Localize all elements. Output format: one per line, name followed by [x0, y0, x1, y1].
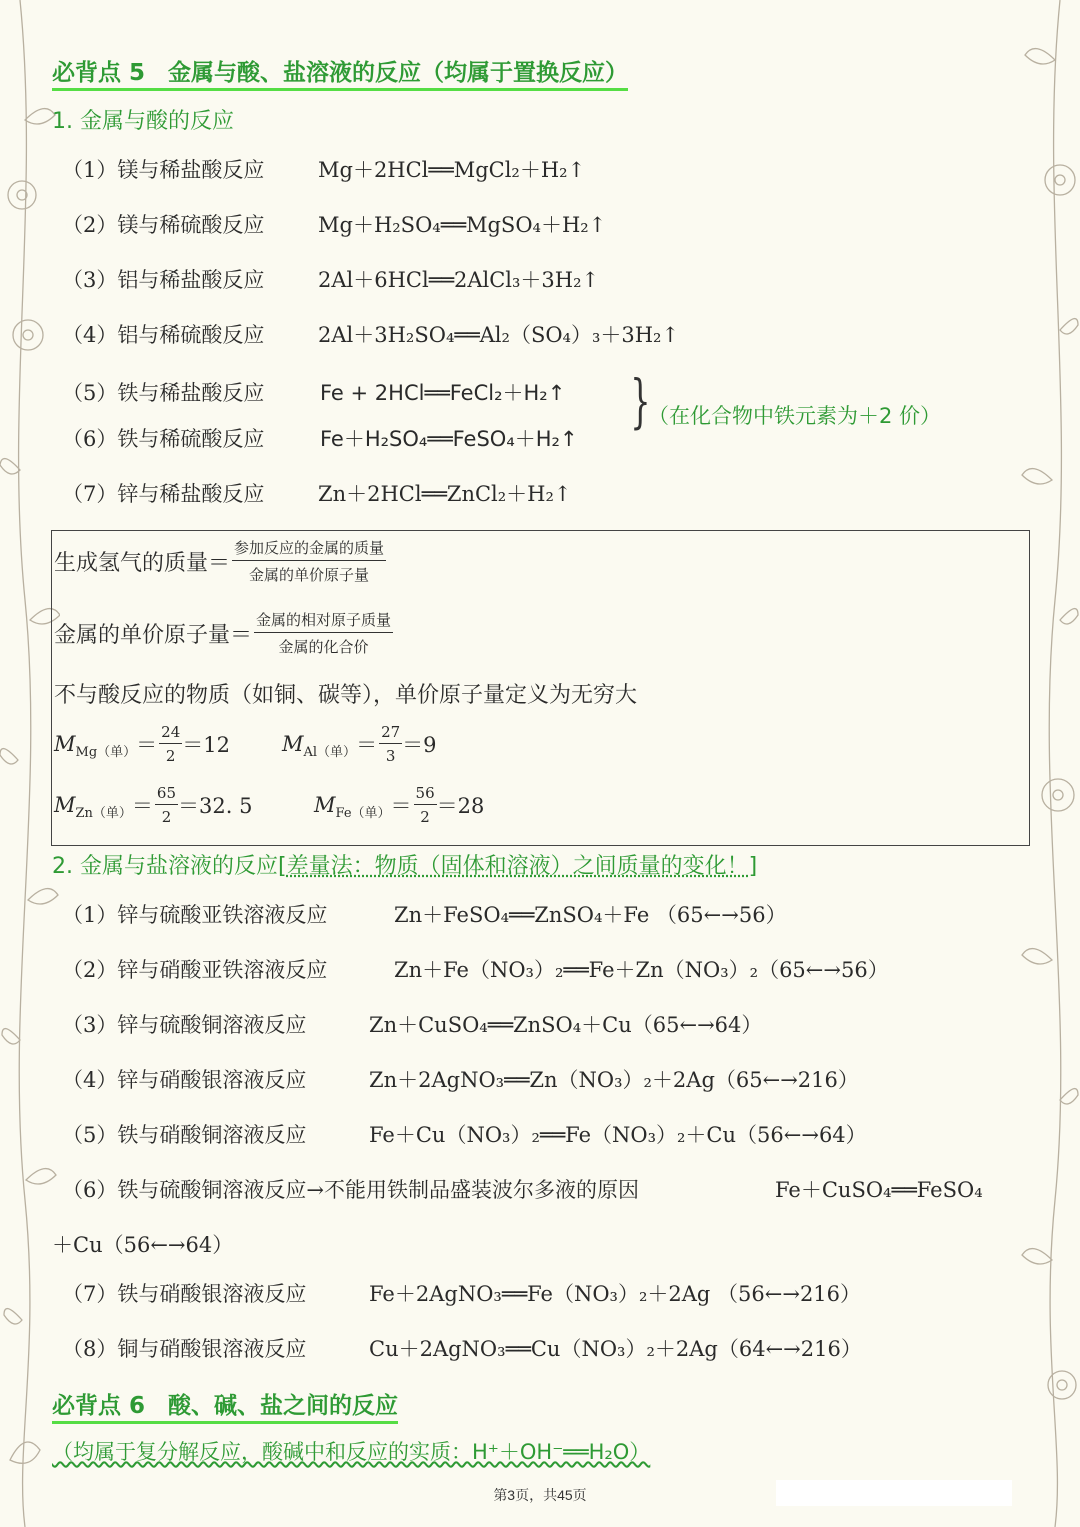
mass-subscript: Zn（单）: [75, 805, 132, 821]
mass-symbol: M: [54, 732, 76, 756]
acid-reaction-row: [62, 377, 566, 407]
equals-sign: ＝: [390, 794, 412, 818]
reaction-equation: Mg＋2HCl══MgCl₂＋H₂↑: [318, 158, 586, 182]
salt-reaction-row: [62, 954, 889, 984]
difference-method-note: 差量法：物质（固体和溶液）之间质量的变化！: [286, 854, 749, 879]
mass-subscript: Al（单）: [303, 744, 357, 760]
section-6-note: （均属于复分解反应，酸碱中和反应的实质：H⁺＋OH⁻══H₂O）: [52, 1440, 651, 1464]
fraction-denominator: 3: [385, 747, 396, 765]
reaction-equation: Mg＋H₂SO₄══MgSO₄＋H₂↑: [318, 213, 607, 237]
fraction-numerator: 56: [414, 784, 437, 805]
fraction-numerator: 金属的相对原子质量: [254, 609, 393, 633]
unit-atomic-mass-formula: [54, 609, 393, 657]
result-value: ＝9: [402, 733, 437, 757]
mass-subscript: Fe（单）: [335, 805, 391, 821]
reaction-label: （6）铁与硫酸铜溶液反应→不能用铁制品盛装波尔多液的原因: [62, 1178, 639, 1202]
reaction-label: （8）铜与硝酸银溶液反应: [62, 1337, 307, 1361]
reaction-label: （1）镁与稀盐酸反应: [62, 158, 265, 182]
reaction-label: （1）锌与硫酸亚铁溶液反应: [62, 903, 328, 927]
salt-reaction-row: [62, 1174, 983, 1204]
fraction-numerator: 27: [379, 723, 402, 744]
fraction-denominator: 2: [165, 747, 176, 765]
fraction: [232, 537, 386, 585]
mass-symbol: M: [282, 732, 304, 756]
fraction-denominator: 2: [161, 808, 172, 826]
acid-reaction-row: [62, 423, 578, 453]
part-2-title-text: 2. 金属与盐溶液的反应[: [52, 854, 287, 879]
fraction-numerator: 65: [155, 784, 178, 805]
reaction-equation: 2Al＋6HCl══2AlCl₃＋3H₂↑: [318, 268, 600, 292]
reaction-label: （4）锌与硝酸银溶液反应: [62, 1068, 307, 1092]
unit-mass-example-row: [54, 784, 484, 826]
fraction: [414, 784, 437, 826]
page-number: 第3页，共45页: [493, 1487, 587, 1503]
section-6-title: 必背点 6 酸、碱、盐之间的反应: [52, 1387, 398, 1424]
reaction-equation: Fe＋H₂SO₄══FeSO₄＋H₂↑: [320, 427, 578, 451]
reaction-equation: Zn＋2AgNO₃══Zn（NO₃）₂＋2Ag（65←→216）: [369, 1068, 859, 1092]
salt-reaction-row: [62, 1009, 763, 1039]
reaction-equation: Zn＋CuSO₄══ZnSO₄＋Cu（65←→64）: [369, 1013, 763, 1037]
fraction: [159, 723, 182, 765]
unit-mass-example-row: [54, 723, 437, 765]
reaction-equation: Fe＋2AgNO₃══Fe（NO₃）₂＋2Ag （56←→216）: [369, 1282, 862, 1306]
infinite-mass-note: 不与酸反应的物质（如铜、碳等），单价原子量定义为无穷大: [54, 683, 638, 708]
reaction-equation: 2Al＋3H₂SO₄══Al₂（SO₄）₃＋3H₂↑: [318, 323, 680, 347]
section-5-title: 必背点 5 金属与酸、盐溶液的反应（均属于置换反应）: [52, 54, 628, 91]
formula-box: [51, 530, 1030, 846]
salt-reaction-row: [62, 1278, 862, 1308]
mass-symbol: M: [314, 793, 336, 817]
reaction-label: ＋Cu（56←→64）: [52, 1233, 234, 1257]
reaction-equation: Zn＋Fe（NO₃）₂══Fe＋Zn（NO₃）₂（65←→56）: [394, 958, 889, 982]
salt-reaction-row: [62, 1064, 859, 1094]
salt-reaction-row: [62, 1333, 862, 1363]
unit-mass-example: [282, 723, 437, 765]
reaction-label: （5）铁与硝酸铜溶液反应: [62, 1123, 307, 1147]
salt-reaction-continuation: [52, 1229, 233, 1259]
iron-valence-note: （在化合物中铁元素为＋2 价）: [648, 404, 942, 428]
fraction: [155, 784, 178, 826]
reaction-label: （7）锌与稀盐酸反应: [62, 482, 265, 506]
reaction-label: （7）铁与硝酸银溶液反应: [62, 1282, 307, 1306]
fraction-numerator: 24: [159, 723, 182, 744]
reaction-equation: Cu＋2AgNO₃══Cu（NO₃）₂＋2Ag（64←→216）: [369, 1337, 862, 1361]
reaction-equation: Fe + 2HCl══FeCl₂＋H₂↑: [320, 381, 566, 405]
equals-sign: ＝: [356, 733, 378, 757]
acid-reaction-row: [62, 264, 600, 294]
reaction-label: （3）锌与硫酸铜溶液反应: [62, 1013, 307, 1037]
reaction-equation: Zn＋FeSO₄══ZnSO₄＋Fe （65←→56）: [394, 903, 787, 927]
unit-mass-example: [54, 723, 282, 765]
salt-reaction-row: [62, 1119, 867, 1149]
mass-subscript: Mg（单）: [75, 744, 137, 760]
acid-reaction-row: [62, 478, 572, 508]
unit-mass-example: [54, 784, 314, 826]
part-2-title-close: ]: [748, 854, 758, 879]
reaction-label: （2）镁与稀硫酸反应: [62, 213, 265, 237]
unit-mass-example: [314, 784, 484, 826]
acid-reaction-row: [62, 154, 586, 184]
result-value: ＝28: [436, 794, 485, 818]
fraction: [254, 609, 393, 657]
equals-sign: ＝: [131, 794, 153, 818]
fraction-numerator: 参加反应的金属的质量: [232, 537, 386, 561]
acid-reaction-row: [62, 209, 607, 239]
hydrogen-mass-formula: [54, 537, 386, 585]
reaction-label: （3）铝与稀盐酸反应: [62, 268, 265, 292]
reaction-equation: Fe＋CuSO₄══FeSO₄: [775, 1178, 983, 1202]
equals-sign: ＝: [136, 733, 158, 757]
mass-symbol: M: [54, 793, 76, 817]
reaction-label: （2）锌与硝酸亚铁溶液反应: [62, 958, 328, 982]
part-2-title: [52, 849, 757, 880]
acid-reaction-row: [62, 319, 680, 349]
formula-lhs: 生成氢气的质量＝: [54, 550, 231, 576]
fraction-denominator: 金属的单价原子量: [249, 566, 370, 584]
result-value: ＝12: [182, 733, 230, 757]
reaction-label: （6）铁与稀硫酸反应: [62, 427, 265, 451]
salt-reaction-row: [62, 899, 787, 929]
part-1-title: 1. 金属与酸的反应: [52, 109, 234, 134]
formula-lhs: 金属的单价原子量＝: [54, 622, 253, 648]
reaction-label: （4）铝与稀硫酸反应: [62, 323, 265, 347]
reaction-equation: Zn＋2HCl══ZnCl₂＋H₂↑: [318, 482, 572, 506]
result-value: ＝32. 5: [178, 794, 253, 818]
reaction-equation: Fe＋Cu（NO₃）₂══Fe（NO₃）₂＋Cu（56←→64）: [369, 1123, 867, 1147]
fraction-denominator: 2: [420, 808, 430, 826]
fraction: [379, 723, 402, 765]
fraction-denominator: 金属的化合价: [278, 638, 369, 656]
reaction-label: （5）铁与稀盐酸反应: [62, 381, 265, 405]
right-brace-bracket: }: [630, 367, 651, 435]
